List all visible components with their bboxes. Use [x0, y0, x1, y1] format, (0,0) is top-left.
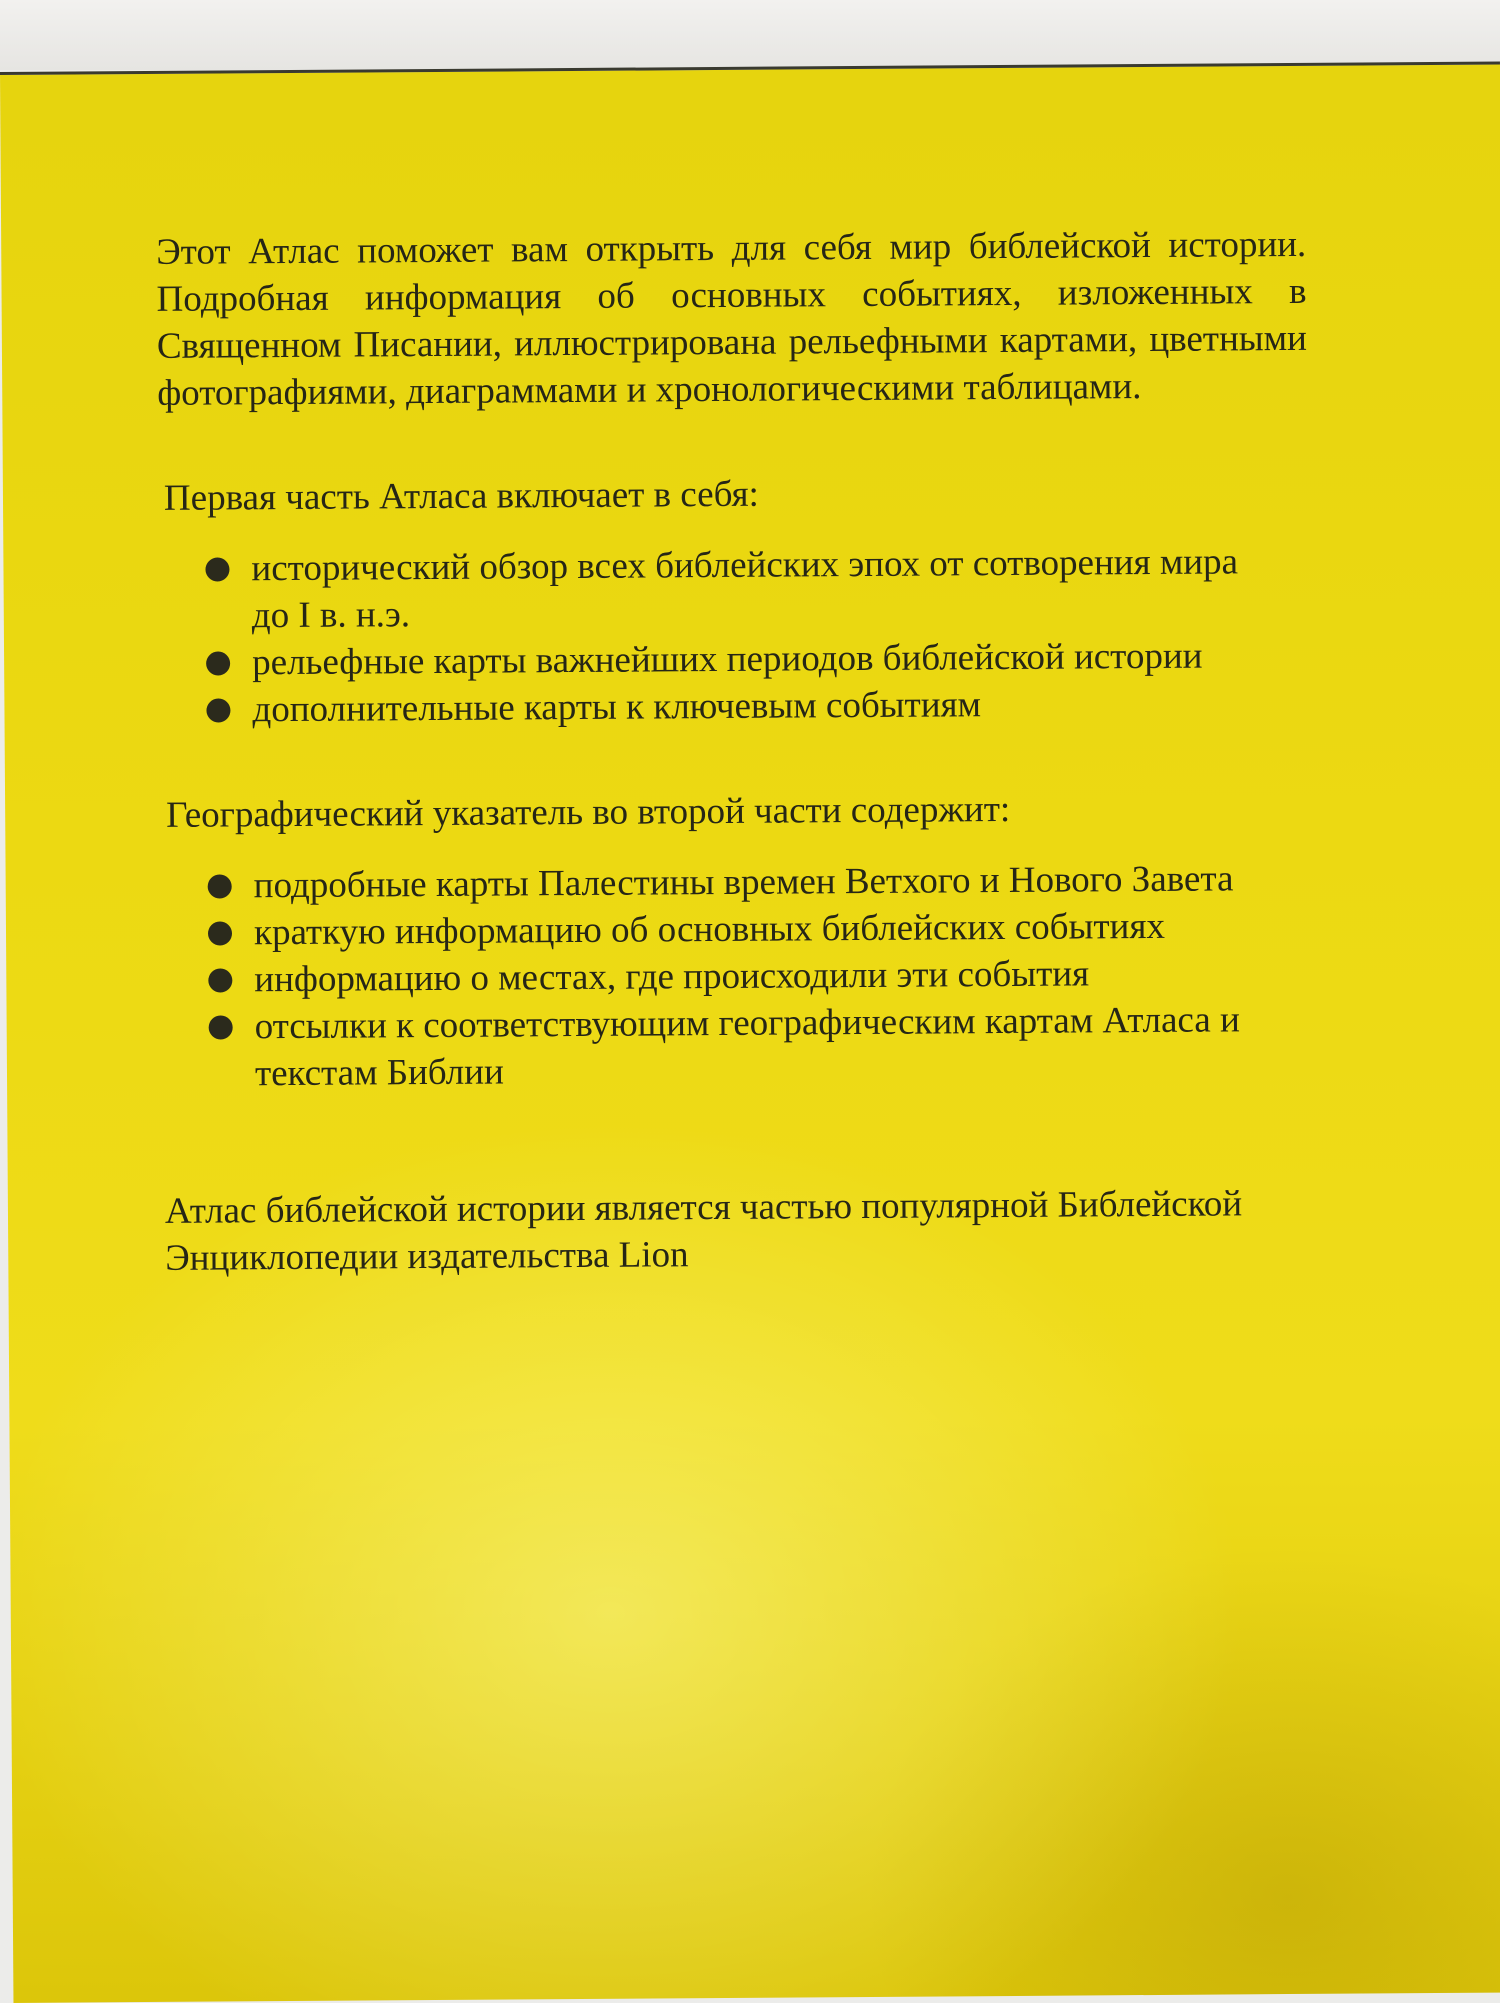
footer-note: Атлас библейской истории является частью популярной Библейской Энциклопедии издательства Lion — [164, 1183, 1243, 1279]
list-item — [162, 996, 1256, 1098]
bullet-icon — [208, 874, 232, 898]
list-item — [161, 902, 1254, 957]
bullet-icon — [208, 921, 232, 945]
list-item — [161, 855, 1254, 910]
part1-heading: Первая часть Атласа включает в себя: — [163, 473, 759, 519]
list-item — [161, 949, 1254, 1004]
list-item-label: краткую информацию об основных библейских событиях — [253, 905, 1166, 954]
list-item — [159, 679, 1252, 734]
list-item-label: дополнительные карты к ключевым событиям — [252, 684, 982, 731]
bullet-icon — [205, 557, 229, 581]
bullet-icon — [206, 651, 230, 675]
part2-heading: Географический указатель во второй части содержит: — [166, 788, 1011, 836]
list-item-label: исторический обзор всех библейских эпох от сотворения мира до I в. н.э. — [251, 541, 1239, 637]
background-surface — [0, 0, 1500, 70]
list-item-label: подробные карты Палестины времен Ветхого и Нового Завета — [253, 858, 1234, 907]
bullet-icon — [208, 968, 232, 992]
book-back-cover — [0, 62, 1500, 2003]
list-item — [159, 632, 1252, 687]
cover-text-block — [156, 221, 1313, 1282]
list-item-label: отсылки к соответствующим географическим картам Атласа и текстам Библии — [254, 999, 1240, 1095]
list-item — [158, 538, 1252, 640]
list-item-label: информацию о местах, где происходили эти события — [254, 953, 1090, 1001]
intro-paragraph: Этот Атлас поможет вам открыть для себя мир библейской истории. Подробная информация об основных событиях, изложенных в Священном Писании, иллюстрирована рельефными картами, цветными фотографиями, диаграммами и хронологическими таблицами. — [156, 223, 1308, 414]
bullet-icon — [206, 698, 230, 722]
part2-list — [161, 855, 1313, 1098]
bullet-icon — [209, 1015, 233, 1039]
part1-list — [158, 538, 1309, 734]
list-item-label: рельефные карты важнейших периодов библейской истории — [251, 635, 1203, 684]
